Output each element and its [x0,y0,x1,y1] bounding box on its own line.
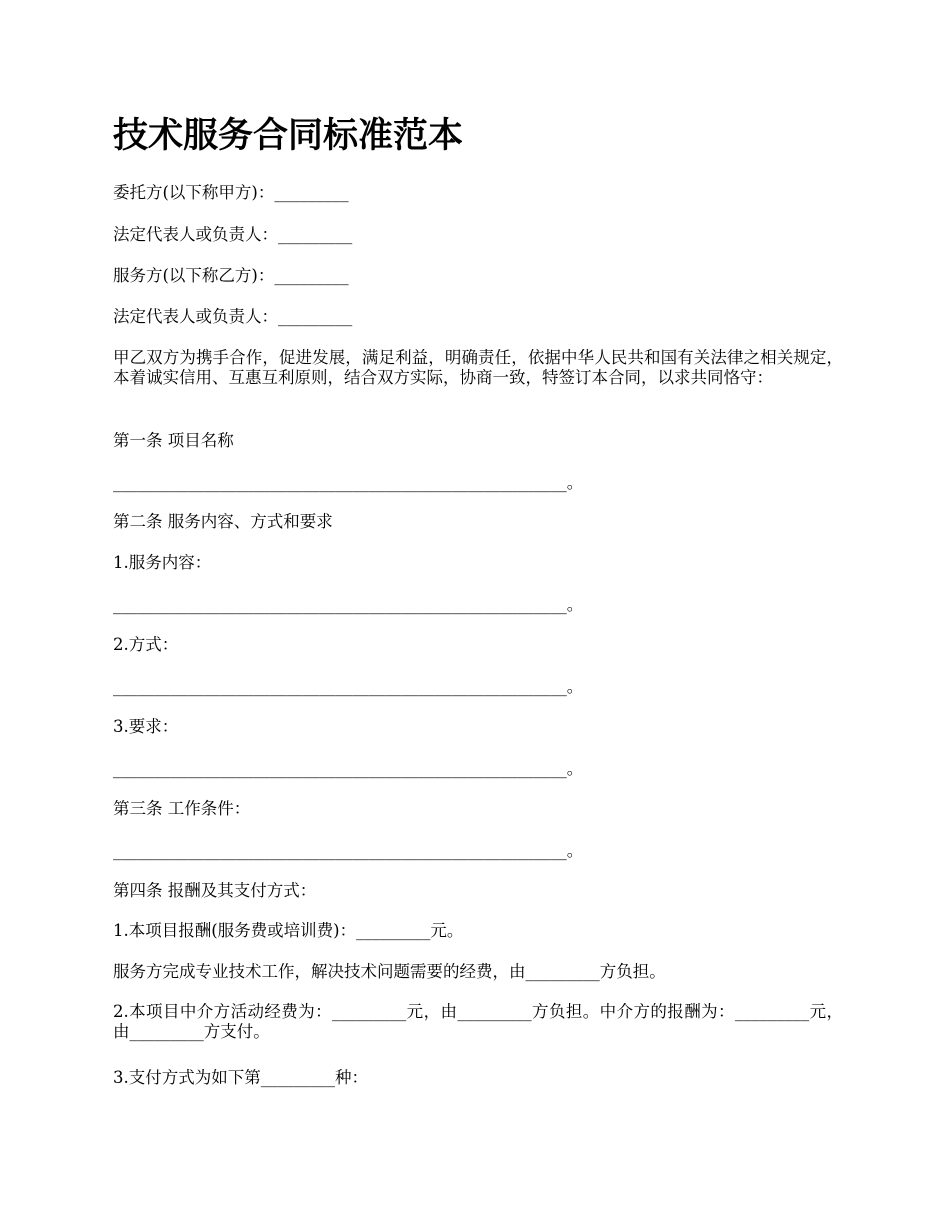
party-b-representative-line: 法定代表人或负责人：_________ [113,307,353,326]
article-3-blank: _______________________________________________________。 [113,841,584,860]
payment-method-line: 3.支付方式为如下第_________种： [113,1068,368,1087]
article-3-heading: 第三条 工作条件： [113,799,251,818]
article-4-heading: 第四条 报酬及其支付方式： [113,881,317,900]
service-requirement-blank: _______________________________________________________。 [113,759,584,778]
service-content-blank: _______________________________________________________。 [113,595,584,614]
article-2-heading: 第二条 服务内容、方式和要求 [113,512,333,531]
service-method-label: 2.方式： [113,635,179,654]
project-fee-line: 1.本项目报酬(服务费或培训费)：_________元。 [113,921,464,940]
article-1-blank: _______________________________________________________。 [113,473,584,492]
document-title: 技术服务合同标准范本 [113,116,464,156]
service-content-label: 1.服务内容： [113,553,212,572]
party-b-line: 服务方(以下称乙方)：_________ [113,266,349,285]
service-method-blank: _______________________________________________________。 [113,677,584,696]
party-a-line: 委托方(以下称甲方)：_________ [113,183,349,202]
expense-bearer-line: 服务方完成专业技术工作，解决技术问题需要的经费，由_________方负担。 [113,962,666,981]
preamble-paragraph: 甲乙双方为携手合作，促进发展，满足利益，明确责任，依据中华人民共和国有关法律之相关规定，本着诚实信用、互惠互利原则，结合双方实际，协商一致，特签订本合同，以求共同恪守： [113,348,843,387]
intermediary-fee-paragraph: 2.本项目中介方活动经费为：_________元，由_________方负担。中介方的报酬为：_________元，由_________方支付。 [113,1002,843,1041]
article-1-heading: 第一条 项目名称 [113,431,234,450]
party-a-representative-line: 法定代表人或负责人：_________ [113,225,353,244]
service-requirement-label: 3.要求： [113,717,179,736]
